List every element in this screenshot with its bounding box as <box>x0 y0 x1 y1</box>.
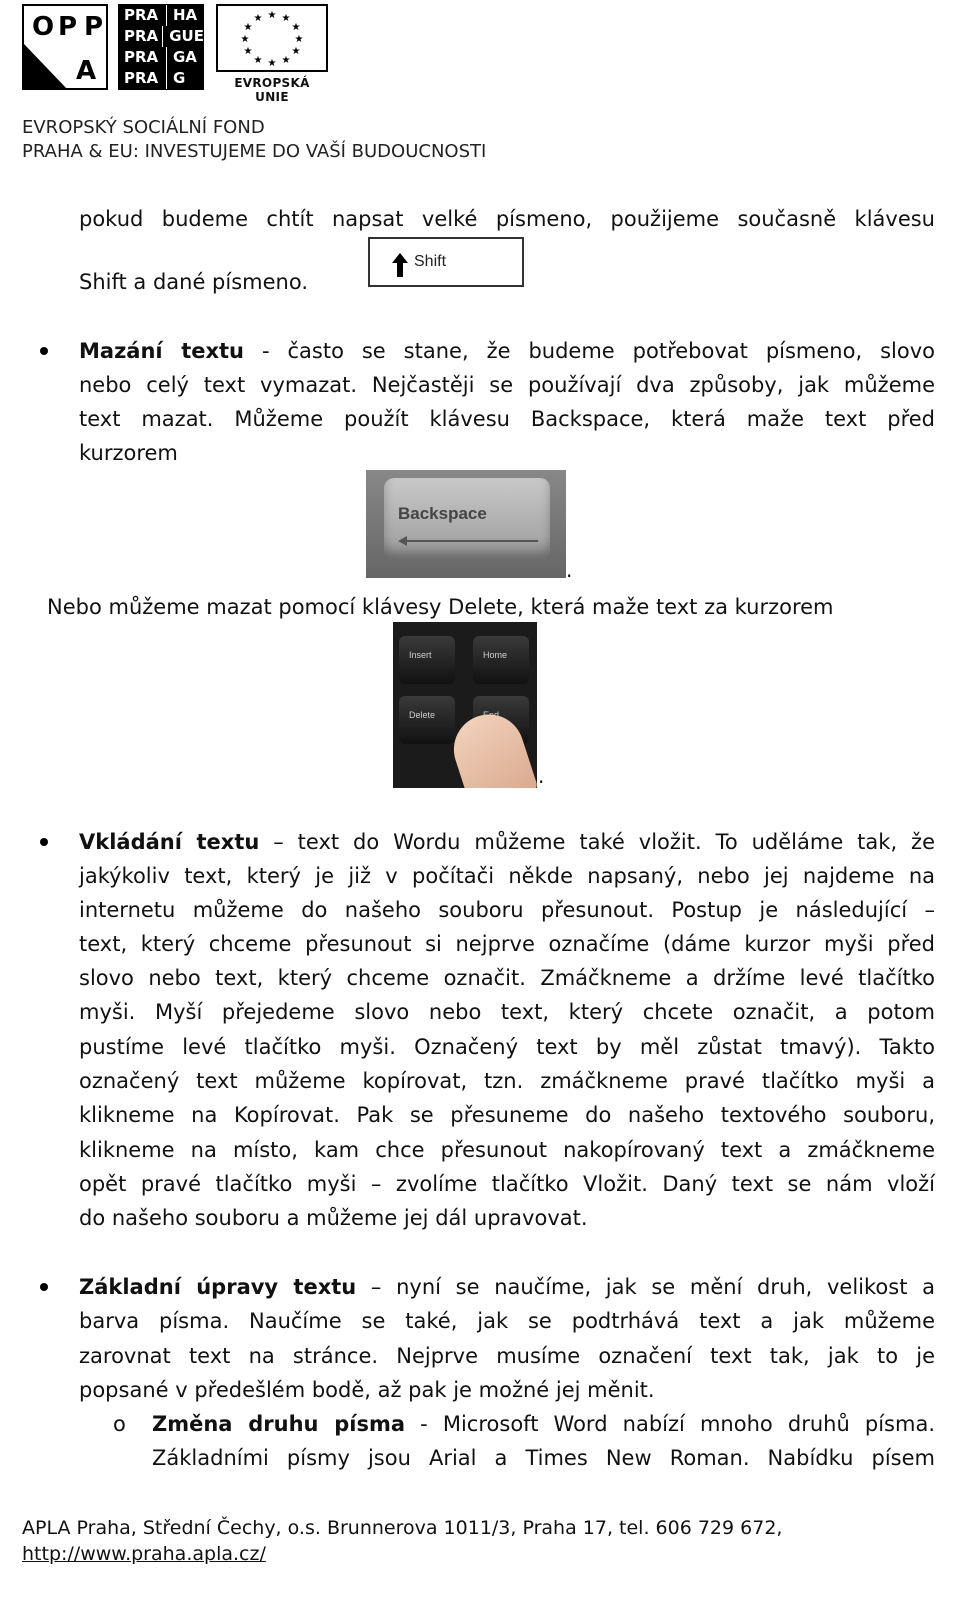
paragraph-line: barva písma. Naučíme se také, jak se podtrhává text a jak můžeme <box>79 1309 935 1333</box>
eu-caption: EVROPSKÁ UNIE <box>234 76 310 104</box>
paragraph-line: opět pravé tlačítko myši – zvolíme tlačítko Vložit. Daný text se nám vloží <box>79 1172 935 1196</box>
section-title: Změna druhu písma <box>152 1412 406 1436</box>
paragraph-line: klikneme na Kopírovat. Pak se přesuneme do našeho textového souboru, <box>79 1103 935 1127</box>
praha-logo <box>118 4 204 90</box>
footer-link-wrap <box>22 1543 266 1565</box>
key-label: Insert <box>409 650 432 660</box>
paragraph-line: Nebo můžeme mazat pomocí klávesy Delete, která maže text za kurzorem <box>47 595 834 619</box>
oppa-letter: P <box>84 12 104 42</box>
praha-logo-text: PRA <box>118 68 167 89</box>
svg-text:★: ★ <box>281 13 291 24</box>
arrow-up-icon <box>392 253 408 277</box>
svg-text:★: ★ <box>294 34 304 45</box>
svg-text:★: ★ <box>240 34 250 45</box>
eu-flag-icon <box>216 4 328 72</box>
svg-text:★: ★ <box>291 22 301 33</box>
svg-text:★: ★ <box>291 46 301 57</box>
section-title: Vkládání textu <box>79 830 260 854</box>
paragraph-line: jakýkoliv text, který je již v počítači někde napsaný, nebo jej najdeme na <box>79 864 935 888</box>
shift-key-label: Shift <box>414 253 447 270</box>
paragraph-line: do našeho souboru a můžeme jej dál upravovat. <box>79 1206 588 1230</box>
paragraph-line: pustíme levé tlačítko myši. Označený text by měl zůstat tmavý). Takto <box>79 1035 935 1059</box>
praha-logo-text: PRA <box>118 5 167 26</box>
oppa-letter: O <box>32 12 55 42</box>
bullet-icon <box>40 838 48 846</box>
paragraph-line: text, který chceme přesunout si nejprve označíme (dáme kurzor myši před <box>79 932 935 956</box>
paragraph-line: text mazat. Můžeme použít klávesu Backspace, která maže text před <box>79 407 935 431</box>
paragraph-line: Shift a dané písmeno. <box>79 270 309 294</box>
paragraph-line: Základními písmy jsou Arial a Times New Roman. Nabídku písem <box>152 1446 935 1470</box>
svg-text:★: ★ <box>243 22 253 33</box>
image-dot: . <box>566 558 573 582</box>
svg-text:★: ★ <box>281 55 291 66</box>
key-label: Home <box>483 650 508 660</box>
paragraph-text: - často se stane, že budeme potřebovat písmeno, slovo <box>244 339 935 363</box>
paragraph-line: myši. Myší přejedeme slovo nebo text, který chcete označit, a potom <box>79 1000 935 1024</box>
paragraph-line: pokud budeme chtít napsat velké písmeno, použijeme současně klávesu <box>79 207 935 231</box>
arrow-left-icon <box>398 536 538 546</box>
section-title: Základní úpravy textu <box>79 1275 357 1299</box>
backspace-key-label: Backspace <box>398 504 487 523</box>
praha-logo-text: PRA <box>118 26 163 47</box>
paragraph-line <box>79 334 935 368</box>
paragraph-line: označený text můžeme kopírovat, tzn. zmáčkneme pravé tlačítko myši a <box>79 1069 935 1093</box>
svg-text:★: ★ <box>267 58 277 69</box>
svg-text:★: ★ <box>253 13 263 24</box>
header-line-2: PRAHA & EU: INVESTUJEME DO VAŠÍ BUDOUCNOSTI <box>22 141 487 162</box>
praha-logo-text: G <box>173 69 186 87</box>
svg-text:★: ★ <box>253 55 263 66</box>
header-line-1: EVROPSKÝ SOCIÁLNÍ FOND <box>22 117 265 138</box>
paragraph-line: popsané v předešlém bodě, až pak je možné jej měnit. <box>79 1378 655 1402</box>
key-label: Delete <box>409 710 436 720</box>
shift-key-image <box>368 237 524 287</box>
praha-logo-text: GUE <box>169 27 204 45</box>
section-title: Mazání textu <box>79 339 245 363</box>
delete-key-image <box>393 622 537 788</box>
backspace-key-image <box>366 470 566 578</box>
oppa-letter: A <box>76 56 97 86</box>
praha-logo-text: HA <box>173 6 198 24</box>
eu-logo <box>216 4 328 104</box>
paragraph-line: slovo nebo text, který chceme označit. Zmáčkneme a držíme levé tlačítko <box>79 966 935 990</box>
paragraph-line: kurzorem <box>79 441 178 465</box>
svg-text:★: ★ <box>243 46 253 57</box>
footer-link[interactable]: http://www.praha.apla.cz/ <box>22 1543 266 1565</box>
paragraph-text: - Microsoft Word nabízí mnoho druhů písma. <box>405 1412 935 1436</box>
paragraph-line <box>152 1407 935 1441</box>
praha-logo-text: GA <box>173 48 197 66</box>
sub-bullet-marker: o <box>113 1412 126 1436</box>
paragraph-line <box>79 1270 935 1304</box>
oppa-logo <box>22 4 108 90</box>
paragraph-line: zarovnat text na stránce. Nejprve musíme označení text tak, jak to je <box>79 1344 935 1368</box>
paragraph-line: nebo celý text vymazat. Nejčastěji se používají dva způsoby, jak můžeme <box>79 373 935 397</box>
paragraph-text: – nyní se naučíme, jak se mění druh, velikost a <box>356 1275 935 1299</box>
footer-address: APLA Praha, Střední Čechy, o.s. Brunnerova 1011/3, Praha 17, tel. 606 729 672, <box>22 1517 783 1539</box>
svg-text:★: ★ <box>267 10 277 21</box>
bullet-icon <box>40 1283 48 1291</box>
paragraph-line <box>79 825 935 859</box>
oppa-triangle <box>24 44 68 90</box>
paragraph-text: – text do Wordu můžeme také vložit. To uděláme tak, že <box>259 830 935 854</box>
image-dot: . <box>538 764 545 788</box>
praha-logo-text: PRA <box>118 47 167 68</box>
paragraph-line: internetu můžeme do našeho souboru přesunout. Postup je následující – <box>79 898 935 922</box>
bullet-icon <box>40 347 48 355</box>
oppa-letter: P <box>58 12 78 42</box>
paragraph-line: klikneme na místo, kam chce přesunout nakopírovaný text a zmáčkneme <box>79 1138 935 1162</box>
